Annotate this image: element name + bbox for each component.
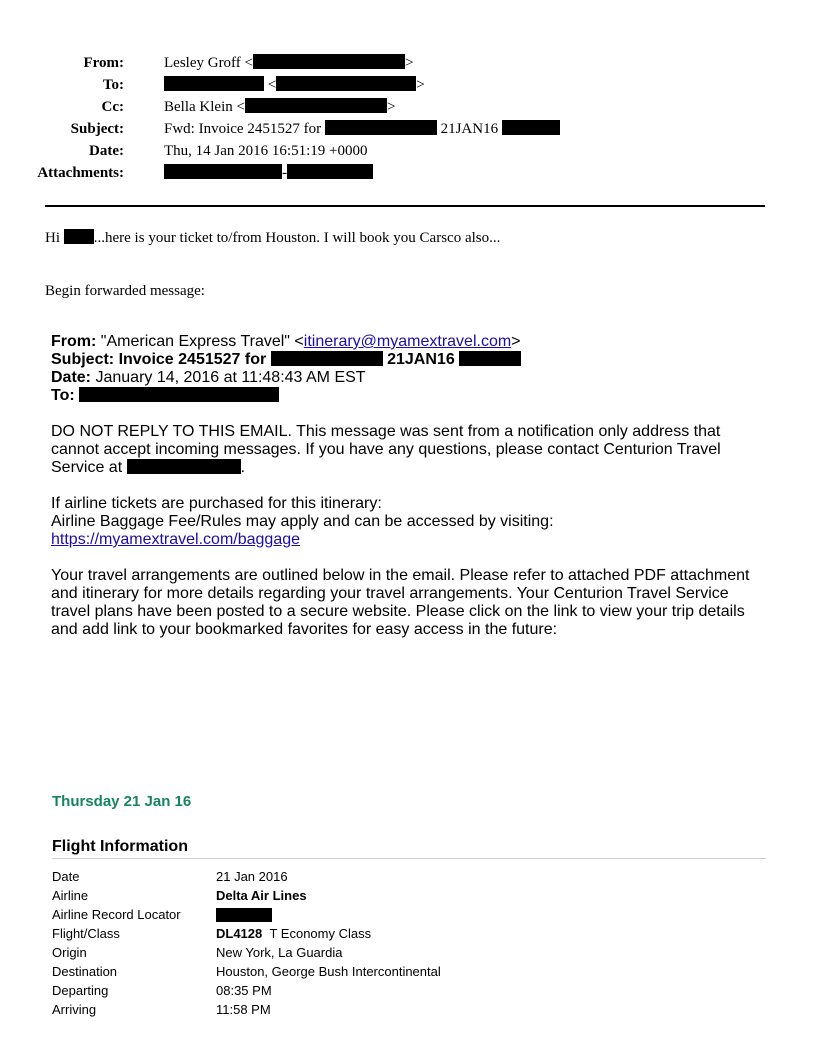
notice-line-1: DO NOT REPLY TO THIS EMAIL. This message was sent from a notification only address that xyxy=(51,423,721,440)
lt-symbol: < xyxy=(267,77,277,93)
redacted-phone xyxy=(127,459,241,474)
forwarded-message xyxy=(51,333,781,639)
date-value: Thu, 14 Jan 2016 16:51:19 +0000 xyxy=(164,143,368,159)
greeting-text: ...here is your ticket to/from Houston. I will book you Carsco also... xyxy=(93,230,501,246)
redacted-subject-name xyxy=(325,120,437,135)
greeting-line xyxy=(45,229,500,247)
fwd-from-close: > xyxy=(511,333,521,350)
fwd-from-name: "American Express Travel" < xyxy=(100,333,304,350)
redacted-cc-email xyxy=(245,98,387,113)
baggage-paragraph xyxy=(51,495,781,549)
gt-symbol: > xyxy=(405,55,414,71)
flight-info-title: Flight Information xyxy=(52,838,188,855)
baggage-line-1: If airline tickets are purchased for this itinerary: xyxy=(51,495,382,512)
redacted-subject-tail xyxy=(502,120,560,135)
cc-label: Cc: xyxy=(101,99,124,115)
subject-prefix: Fwd: Invoice 2451527 for xyxy=(164,121,322,137)
header-attachments-row xyxy=(0,164,780,186)
notice-line-3-end: . xyxy=(240,459,246,476)
greeting-hi: Hi xyxy=(45,230,60,246)
header-from-row xyxy=(0,54,780,76)
baggage-line-2: Airline Baggage Fee/Rules may apply and can be accessed by visiting: xyxy=(51,513,554,530)
notice-line-3-text: Service at xyxy=(51,459,123,476)
email-header xyxy=(0,54,780,186)
flight-label: Departing xyxy=(52,983,109,998)
fwd-from-email-link[interactable]: itinerary@myamextravel.com xyxy=(303,333,512,350)
lt-symbol: < xyxy=(236,99,245,115)
redacted-record-locator xyxy=(216,908,272,922)
flight-value: 11:58 PM xyxy=(216,1002,271,1017)
header-date-row xyxy=(0,142,780,164)
redacted-attachment-2[interactable] xyxy=(287,164,373,179)
flight-label: Date xyxy=(52,869,80,884)
from-label: From: xyxy=(83,55,124,71)
fwd-to-label: To: xyxy=(51,387,75,404)
arrangements-line-2: and itinerary for more details regarding your travel arrangements. Your Centurion Travel Service xyxy=(51,585,729,602)
fwd-to-row xyxy=(51,387,781,405)
redacted-fwd-subject-tail xyxy=(459,351,521,366)
redacted-attachment-1[interactable] xyxy=(164,164,282,179)
subject-suffix: 21JAN16 xyxy=(440,121,499,137)
flight-number: DL4128 xyxy=(216,926,263,941)
header-divider xyxy=(45,205,765,207)
fwd-date-value: January 14, 2016 at 11:48:43 AM EST xyxy=(95,369,366,386)
notice-line-2: cannot accept incoming messages. If you have any questions, please contact Centurion Travel xyxy=(51,441,721,458)
arrangements-paragraph xyxy=(51,567,781,639)
flight-value: Houston, George Bush Intercontinental xyxy=(216,964,441,979)
fwd-date-label: Date: xyxy=(51,369,92,386)
flight-label: Arriving xyxy=(52,1002,97,1017)
fwd-date-row xyxy=(51,369,781,387)
notice-line-3 xyxy=(51,459,781,477)
redacted-from-email xyxy=(253,54,405,69)
arrangements-line-1: Your travel arrangements are outlined below in the email. Please refer to attached PDF attachment xyxy=(51,567,750,584)
subject-label: Subject: xyxy=(70,121,124,137)
flight-label: Origin xyxy=(52,945,87,960)
redacted-fwd-to xyxy=(79,387,279,402)
flight-label: Flight/Class xyxy=(52,926,120,941)
redacted-recipient-name xyxy=(64,229,94,244)
header-to-row xyxy=(0,76,780,98)
baggage-link[interactable]: https://myamextravel.com/baggage xyxy=(51,531,301,548)
arrangements-line-3: travel plans have been posted to a secure website. Please click on the link to view your trip details xyxy=(51,603,745,620)
arrangements-line-4: and add link to your bookmarked favorites for easy access in the future: xyxy=(51,621,558,638)
flight-label: Airline Record Locator xyxy=(52,907,181,922)
flight-info-divider xyxy=(52,858,766,859)
flight-label: Destination xyxy=(52,964,118,979)
fwd-from-label: From: xyxy=(51,333,97,350)
begin-forwarded: Begin forwarded message: xyxy=(45,283,205,299)
attachment-separator: - xyxy=(282,165,287,181)
flight-value: 21 Jan 2016 xyxy=(216,869,288,884)
flight-value: 08:35 PM xyxy=(216,983,272,998)
redacted-fwd-subject-name xyxy=(271,351,383,366)
attachments-label: Attachments: xyxy=(37,165,124,181)
fwd-subject-suffix: 21JAN16 xyxy=(387,351,455,368)
airline-name: Delta Air Lines xyxy=(216,888,307,903)
fwd-subject-label: Subject: Invoice 2451527 for xyxy=(51,351,267,368)
redacted-to-email xyxy=(276,76,416,91)
flight-label: Airline xyxy=(52,888,89,903)
fwd-from-row xyxy=(51,333,781,351)
fwd-subject-row xyxy=(51,351,781,369)
cc-name: Bella Klein xyxy=(164,99,233,115)
from-name: Lesley Groff xyxy=(164,55,241,71)
flight-class: T Economy Class xyxy=(269,926,372,941)
day-heading: Thursday 21 Jan 16 xyxy=(52,793,192,810)
gt-symbol: > xyxy=(386,99,396,115)
flight-value: New York, La Guardia xyxy=(216,945,343,960)
to-label: To: xyxy=(102,77,124,93)
redacted-to-name xyxy=(164,76,264,91)
gt-symbol: > xyxy=(416,77,425,93)
notice-paragraph xyxy=(51,423,781,477)
date-label: Date: xyxy=(89,143,124,159)
lt-symbol: < xyxy=(244,55,253,71)
header-subject-row xyxy=(0,120,780,142)
header-cc-row xyxy=(0,98,780,120)
